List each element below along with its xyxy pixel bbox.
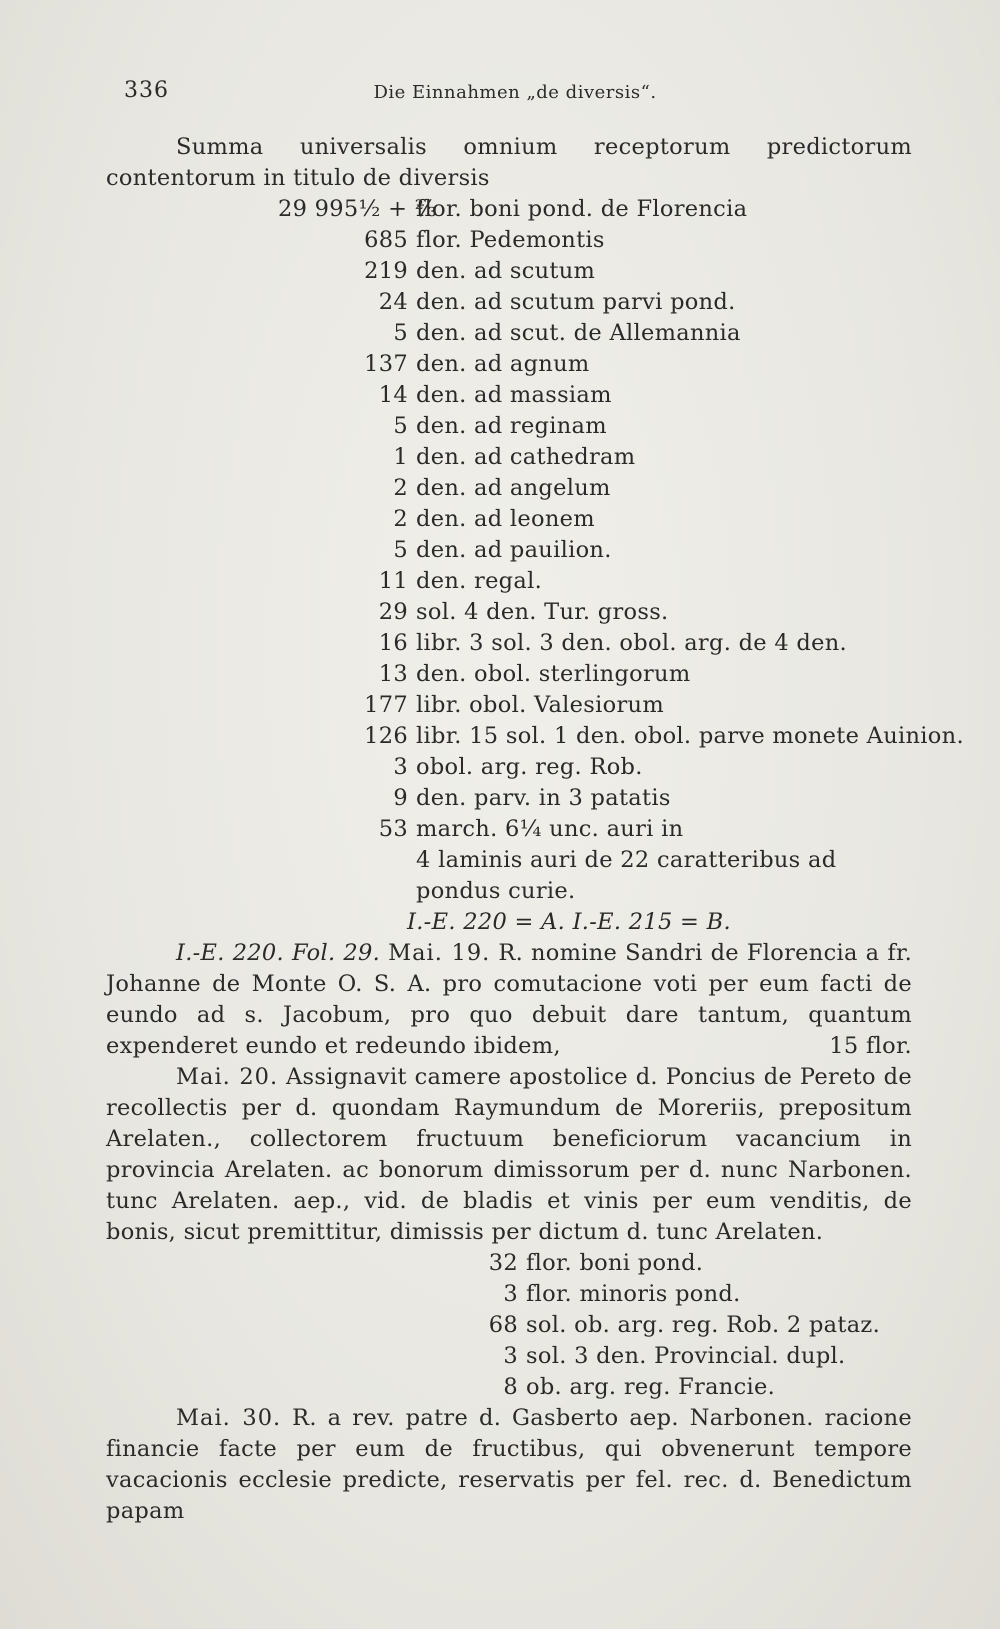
entry-1-date: Mai. 19.	[388, 940, 491, 966]
entry-1-label: I.-E. 220. Fol. 29.	[176, 940, 381, 966]
amount-row: 53 march. 6¼ unc. auri in	[378, 816, 684, 842]
amount-row: 137 den. ad agnum	[364, 351, 590, 377]
amount-row: 2 den. ad angelum	[393, 475, 611, 501]
entry-3-text: R. a rev. patre d. Gasberto aep. Narbonen. racione financie facte per eum de fructibus, qui obvenerunt tempore vacacionis ecclesie predicte, reservatis per fel. rec. d. Benedictum papam	[106, 1405, 912, 1524]
source-reference: I.-E. 220 = A. I.-E. 215 = B.	[407, 909, 731, 935]
summary-amounts	[106, 194, 964, 907]
amount-row: 13 den. obol. sterlingorum	[378, 661, 691, 687]
entry-2-amounts	[106, 1248, 912, 1403]
amount-continuation: 4 laminis auri de 22 caratteribus ad pondus curie.	[416, 847, 837, 904]
amount-row: 1 den. ad cathedram	[393, 444, 636, 470]
amount-row: 126 libr. 15 sol. 1 den. obol. parve monete Auinion.	[364, 723, 964, 749]
entry-1-amount: 15 flor.	[829, 1033, 912, 1059]
body-text	[106, 132, 964, 1527]
amount-row: 3 flor. minoris pond.	[503, 1281, 741, 1307]
page-header	[120, 78, 910, 108]
entry-2-text: Assignavit camere apostolice d. Poncius de Pereto de recollectis per d. quondam Raymundum de Moreriis, prepositum Arelaten., collectorem fructuum beneficiorum vacancium in provincia Arelaten. ac bonorum dimissorum per d. nunc Narbonen. tunc Arelaten. aep., vid. de bladis et vinis per eum venditis, de bonis, sicut premittitur, dimissis per dictum d. tunc Arelaten.	[106, 1064, 912, 1245]
amount-row: 219 den. ad scutum	[364, 258, 596, 284]
entry-1	[106, 938, 912, 1062]
entry-2-date: Mai. 20.	[176, 1064, 279, 1090]
amount-row: 32 flor. boni pond.	[488, 1250, 704, 1276]
amount-row: 29 sol. 4 den. Tur. gross.	[378, 599, 669, 625]
amount-row: 2 den. ad leonem	[393, 506, 595, 532]
entry-3-date: Mai. 30.	[176, 1405, 282, 1431]
amount-row: 16 libr. 3 sol. 3 den. obol. arg. de 4 den.	[378, 630, 847, 656]
amount-row: 5 den. ad scut. de Allemannia	[393, 320, 741, 346]
amount-row: 11 den. regal.	[378, 568, 543, 594]
amount-row: 3 sol. 3 den. Provincial. dupl.	[503, 1343, 846, 1369]
amount-row: 9 den. parv. in 3 patatis	[393, 785, 671, 811]
amount-row: 685 flor. Pedemontis	[364, 227, 605, 253]
amount-row: 14 den. ad massiam	[378, 382, 612, 408]
running-title: Die Einnahmen „de diversis“.	[373, 82, 657, 103]
amount-row: 3 obol. arg. reg. Rob.	[393, 754, 643, 780]
amount-row: 5 den. ad pauilion.	[393, 537, 612, 563]
amount-row: 177 libr. obol. Valesiorum	[364, 692, 664, 718]
amount-row: 29 995½ + ⅔flor. boni pond. de Florencia	[278, 196, 748, 222]
amount-row: 24 den. ad scutum parvi pond.	[378, 289, 736, 315]
entry-2	[106, 1062, 912, 1248]
page-number: 336	[124, 78, 169, 103]
amount-row: 68 sol. ob. arg. reg. Rob. 2 pataz.	[488, 1312, 881, 1338]
amount-row: 5 den. ad reginam	[393, 413, 607, 439]
entry-1-text: R. nomine Sandri de Florencia a fr. Johanne de Monte O. S. A. pro comutacione voti per eum facti de eundo ad s. Jacobum, pro quo debuit dare tantum, quantum expenderet eundo et redeundo ibidem,	[106, 940, 913, 1059]
amount-row: 8 ob. arg. reg. Francie.	[503, 1374, 776, 1400]
summary-intro: Summa universalis omnium receptorum predictorum contentorum in titulo de diversis	[106, 134, 912, 191]
entry-3	[106, 1403, 912, 1527]
